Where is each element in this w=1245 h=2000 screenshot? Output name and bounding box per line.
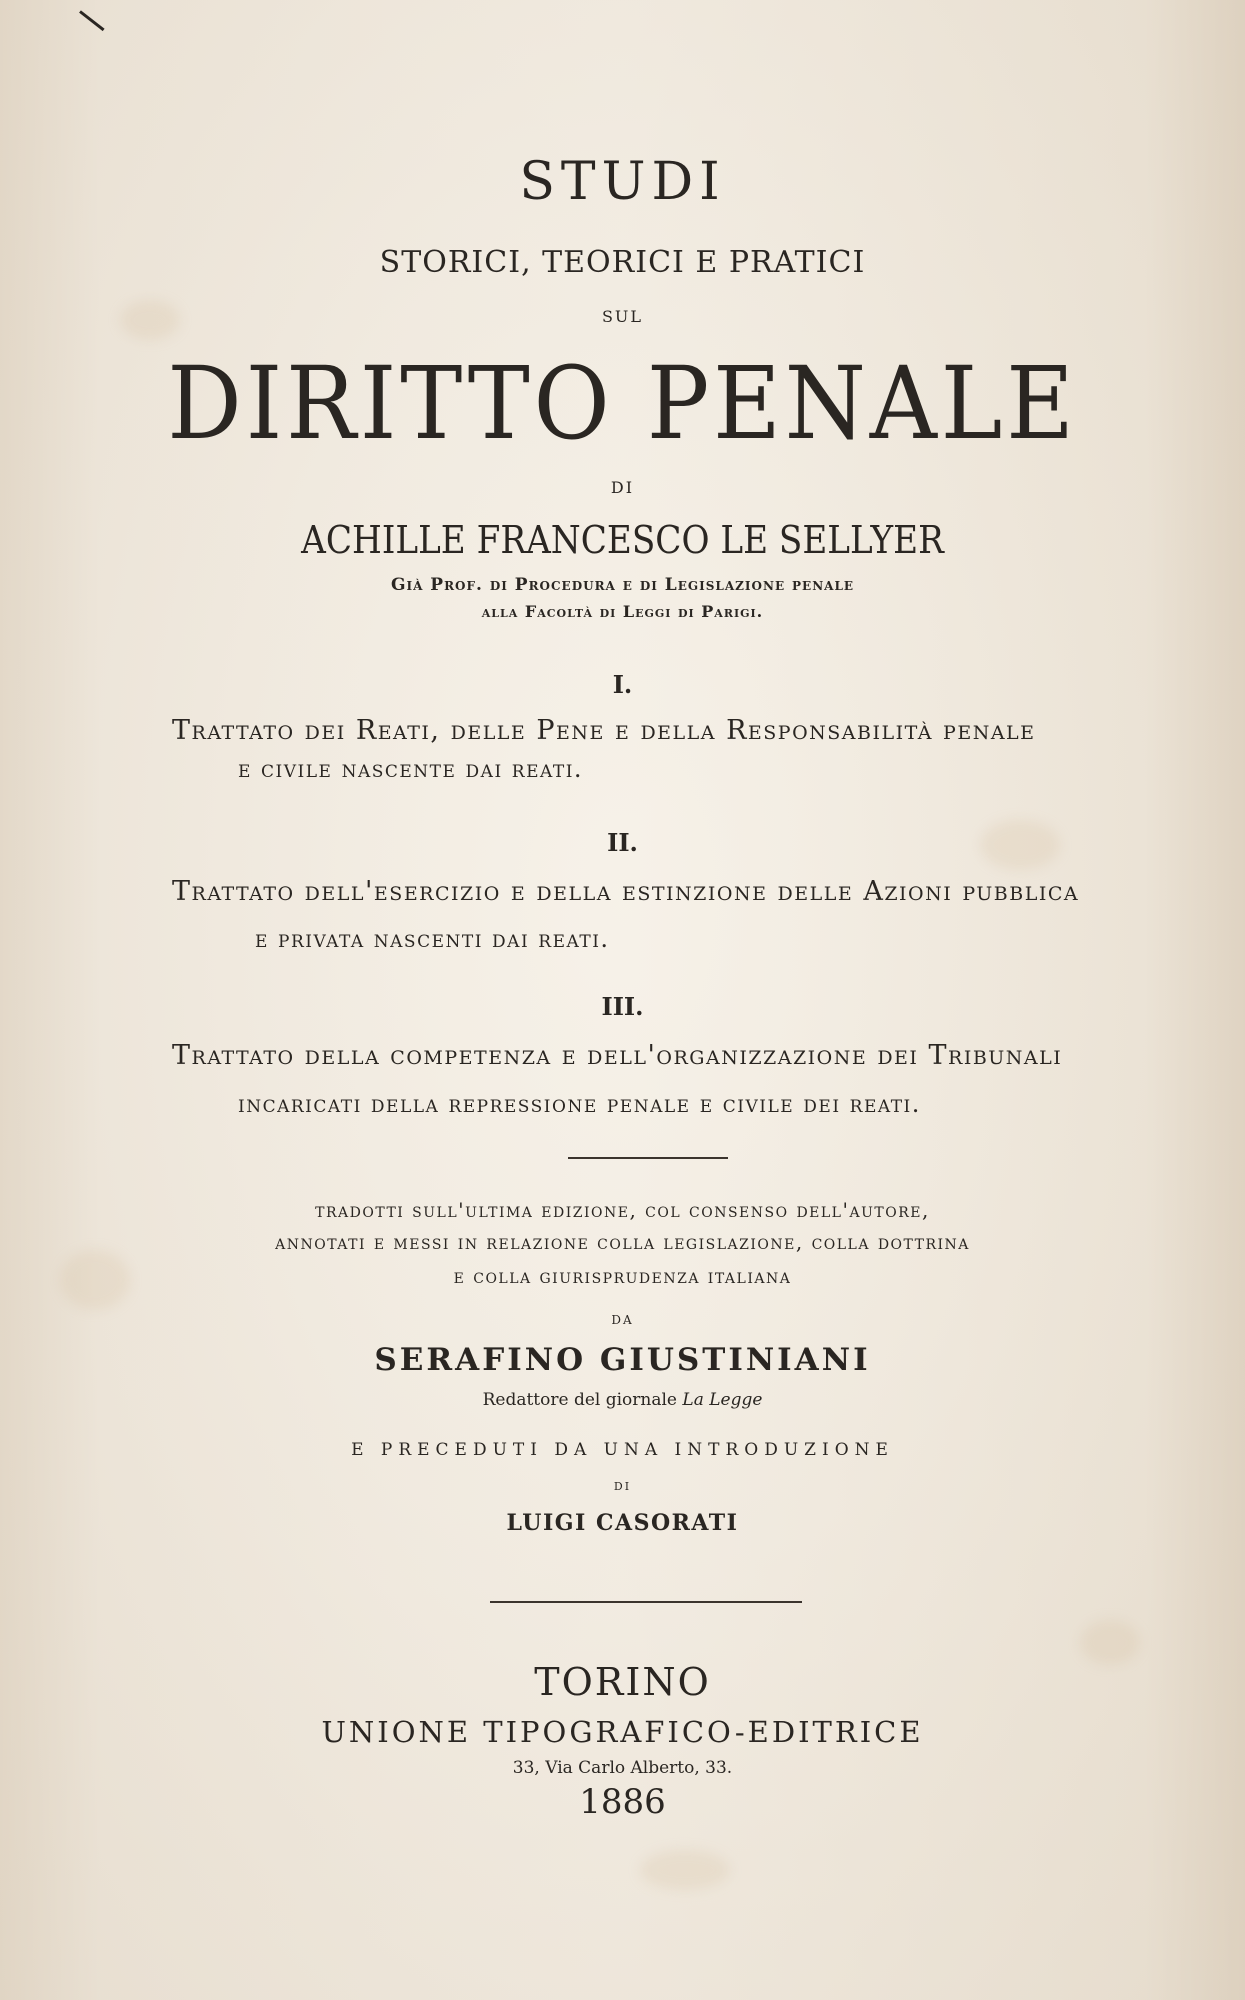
author-role-line2: alla Facoltà di Leggi di Parigi. xyxy=(481,602,764,621)
volume-2-title-line2: e privata nascenti dai reati. xyxy=(255,925,610,953)
volume-1-title-line2: e civile nascente dai reati. xyxy=(238,755,584,783)
imprint-address: 33, Via Carlo Alberto, 33. xyxy=(512,1758,733,1778)
title-sul: SUL xyxy=(601,307,644,326)
translation-line2: annotati e messi in relazione colla legislazione, colla dottrina xyxy=(275,1230,970,1254)
volume-1-numeral: I. xyxy=(612,670,633,699)
volume-1-title-line1: Trattato dei Reati, delle Pene e della Responsabilità penale xyxy=(172,715,1036,746)
translator-name xyxy=(0,1342,1245,1378)
translator-name-text: SERAFINO GIUSTINIANI xyxy=(374,1342,871,1378)
introduction-line: E PRECEDUTI DA UNA INTRODUZIONE xyxy=(351,1440,894,1460)
imprint-divider xyxy=(490,1601,802,1603)
paper-stain xyxy=(1080,1620,1140,1665)
imprint-year: 1886 xyxy=(579,1782,666,1822)
title-studi: STUDI xyxy=(519,152,726,212)
ink-mark xyxy=(79,10,104,31)
translator-role-prefix: Redattore del giornale xyxy=(482,1390,677,1410)
title-di: DI xyxy=(610,478,635,497)
volume-3-title-line2: incaricati della repressione penale e civile dei reati. xyxy=(238,1090,921,1118)
volume-3-numeral: III. xyxy=(601,992,644,1021)
imprint-publisher: UNIONE TIPOGRAFICO-EDITRICE xyxy=(321,1715,924,1749)
translation-line3: e colla giurisprudenza italiana xyxy=(453,1264,792,1288)
volume-2-numeral: II. xyxy=(607,828,638,857)
introducer-name: LUIGI CASORATI xyxy=(506,1510,739,1536)
volume-3-title-line1: Trattato della competenza e dell'organizzazione dei Tribunali xyxy=(172,1040,1063,1071)
author-name: ACHILLE FRANCESCO LE SELLYER xyxy=(301,518,944,562)
paper-stain xyxy=(640,1850,730,1890)
translation-da: DA xyxy=(611,1313,634,1327)
imprint-city: TORINO xyxy=(534,1660,711,1704)
translator-role xyxy=(0,1390,1245,1410)
introduction-di: DI xyxy=(613,1480,632,1493)
translation-line1: tradotti sull'ultima edizione, col consenso dell'autore, xyxy=(315,1198,930,1222)
main-title: DIRITTO PENALE xyxy=(167,345,1078,462)
author-role-line1: Già Prof. di Procedura e di Legislazione penale xyxy=(390,575,855,595)
journal-name: La Legge xyxy=(682,1390,763,1410)
section-divider xyxy=(568,1157,728,1159)
volume-2-title-line1: Trattato dell'esercizio e della estinzione delle Azioni pubblica xyxy=(172,876,1080,907)
title-subtitle: STORICI, TEORICI E PRATICI xyxy=(379,245,866,280)
